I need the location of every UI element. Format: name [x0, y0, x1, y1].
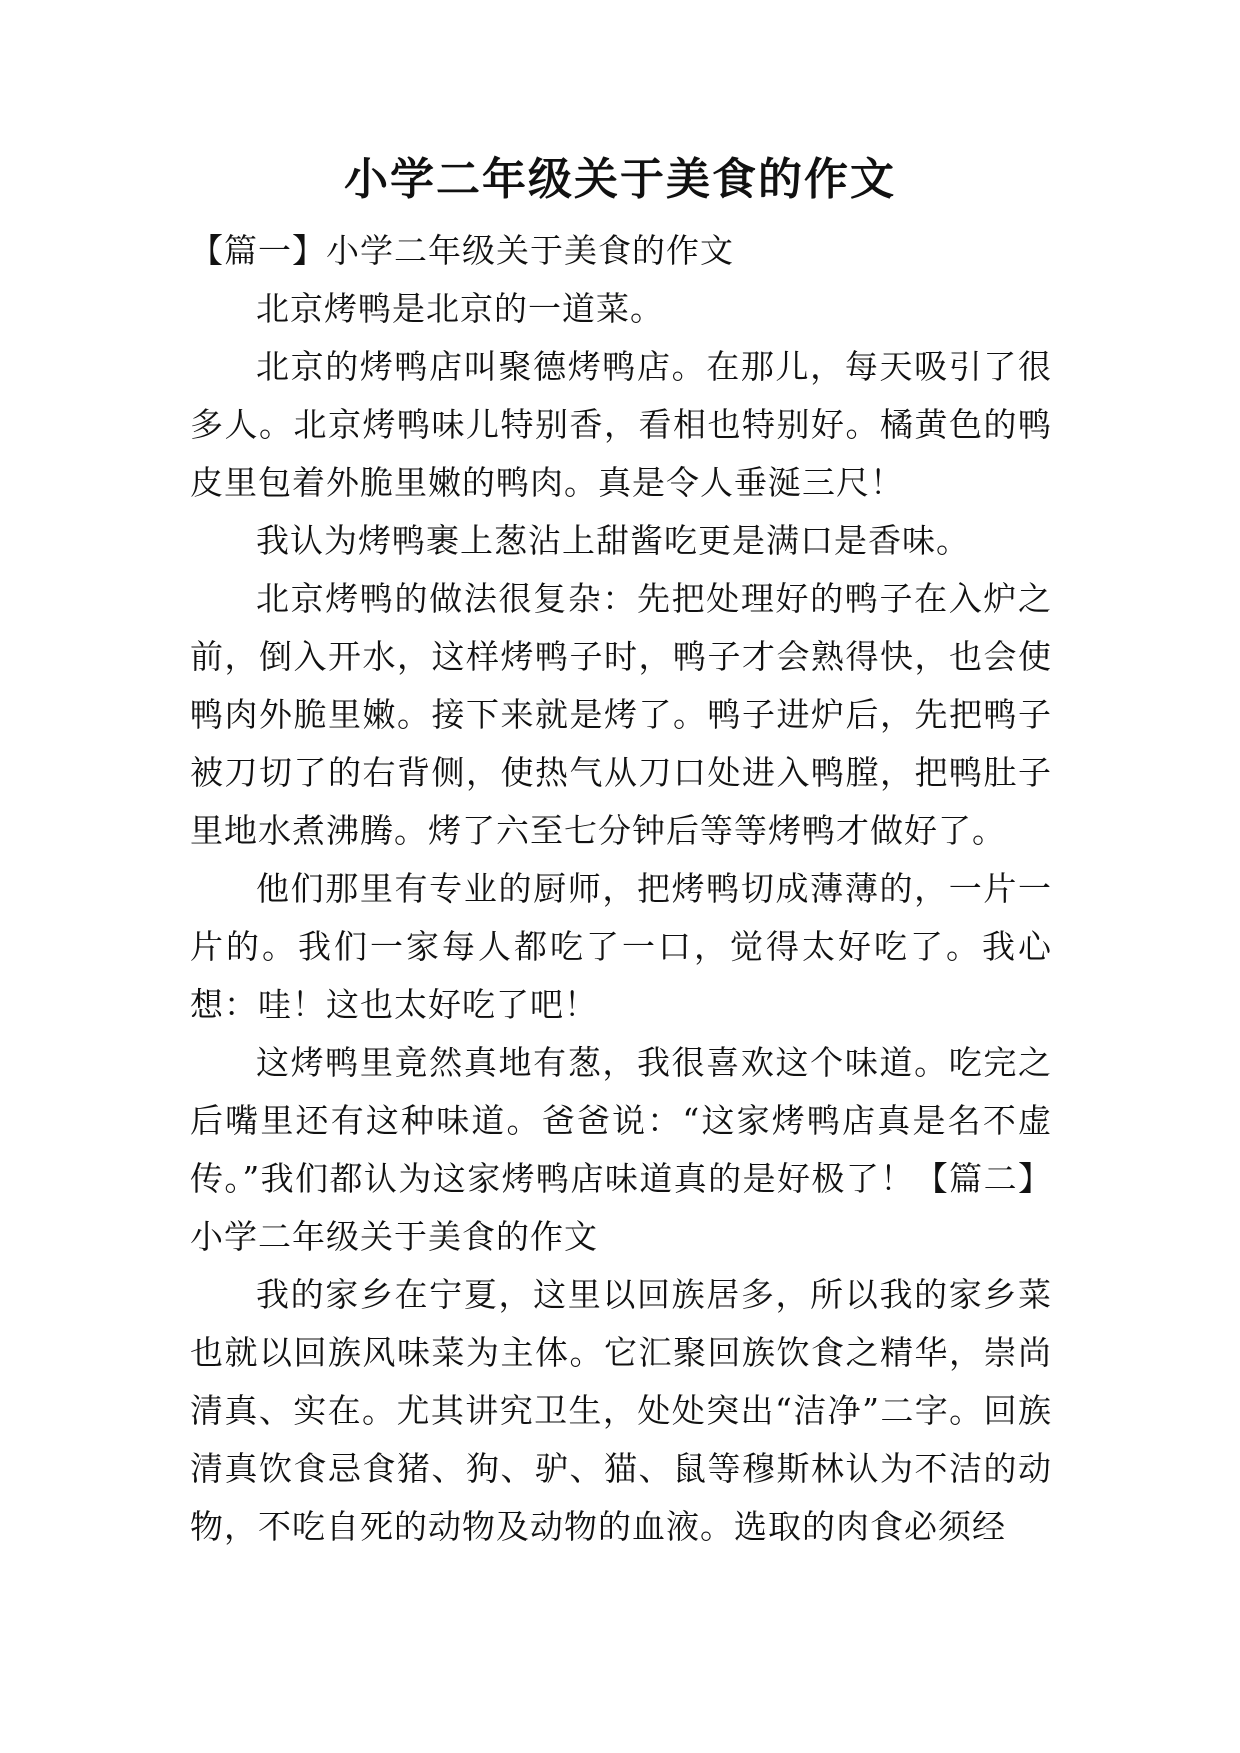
document-title: 小学二年级关于美食的作文 — [344, 154, 896, 205]
paragraph: 北京的烤鸭店叫聚德烤鸭店。在那儿，每天吸引了很多人。北京烤鸭味儿特别香，看相也特别好。橘黄色的鸭皮里包着外脆里嫩的鸭肉。真是令人垂涎三尺！ — [190, 347, 1052, 502]
paragraph: 我认为烤鸭裹上葱沾上甜酱吃更是满口是香味。 — [256, 521, 970, 560]
paragraph: 北京烤鸭的做法很复杂：先把处理好的鸭子在入炉之前，倒入开水，这样烤鸭子时，鸭子才会熟得快，也会使鸭肉外脆里嫩。接下来就是烤了。鸭子进炉后，先把鸭子被刀切了的右背侧，使热气从刀口处进入鸭膛，把鸭肚子里地水煮沸腾。烤了六至七分钟后等等烤鸭才做好了。 — [190, 579, 1052, 850]
document-body — [190, 222, 1052, 1556]
paragraph: 他们那里有专业的厨师，把烤鸭切成薄薄的，一片一片的。我们一家每人都吃了一口，觉得太好吃了。我心想：哇！这也太好吃了吧！ — [190, 869, 1052, 1024]
paragraph: 这烤鸭里竟然真地有葱，我很喜欢这个味道。吃完之后嘴里还有这种味道。爸爸说：“这家烤鸭店真是名不虚传。”我们都认为这家烤鸭店味道真的是好极了！【篇二】小学二年级关于美食的作文 — [190, 1043, 1052, 1256]
paragraph: 我的家乡在宁夏，这里以回族居多，所以我的家乡菜也就以回族风味菜为主体。它汇聚回族饮食之精华，崇尚清真、实在。尤其讲究卫生，处处突出“洁净”二字。回族清真饮食忌食猪、狗、驴、猫、鼠等穆斯林认为不洁的动物，不吃自死的动物及动物的血液。选取的肉食必须经 — [190, 1275, 1052, 1546]
paragraph: 北京烤鸭是北京的一道菜。 — [256, 289, 664, 328]
paragraph: 【篇一】小学二年级关于美食的作文 — [190, 231, 734, 270]
